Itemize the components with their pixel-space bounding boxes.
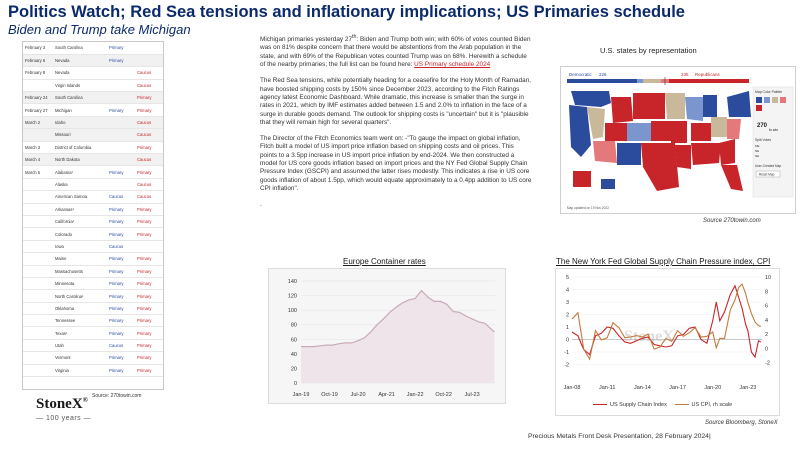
schedule-date	[23, 228, 53, 240]
us-representation-map	[560, 66, 796, 214]
schedule-row	[23, 67, 164, 79]
schedule-state: Minnesota	[53, 277, 107, 289]
dem-label: Democratic	[569, 72, 592, 77]
x-tick-label: Jan-11	[598, 385, 616, 391]
schedule-rep: Caucus	[135, 191, 164, 203]
y-tick-label: 120	[287, 293, 297, 300]
split-vote-1: ME	[755, 144, 760, 148]
y-right-tick-label: 8	[765, 289, 769, 296]
schedule-table-body	[23, 42, 164, 377]
schedule-dem: Primary	[107, 277, 135, 289]
schedule-dem: Primary	[107, 104, 135, 116]
schedule-dem: Primary	[107, 302, 135, 314]
container-chart-title: Europe Container rates	[343, 257, 426, 266]
schedule-state: Michigan	[53, 104, 107, 116]
logo-270-text: to win	[769, 128, 779, 132]
schedule-state: Virgin Islands	[53, 79, 107, 91]
state-in-ky	[691, 123, 711, 141]
schedule-rep: Primary	[135, 277, 164, 289]
schedule-rep: Caucus	[135, 178, 164, 190]
schedule-dem: Primary	[107, 315, 135, 327]
schedule-state: Nevada	[53, 67, 107, 79]
schedule-dem: Primary	[107, 265, 135, 277]
schedule-state: Alaska	[53, 178, 107, 190]
schedule-row	[23, 228, 164, 240]
state-mi	[703, 95, 717, 117]
state-ny-ne	[727, 91, 751, 117]
map-note: Map updated on 19 Nov 2022	[567, 206, 610, 210]
schedule-row	[23, 277, 164, 289]
schedule-date	[23, 79, 53, 91]
state-dakotas	[633, 93, 665, 119]
schedule-rep: Caucus	[135, 129, 164, 141]
schedule-date	[23, 315, 53, 327]
legend-cpi: US CPI, rh scale	[691, 402, 733, 408]
schedule-row	[23, 116, 164, 128]
palette-swatch-dem-lean[interactable]	[764, 97, 770, 103]
schedule-row	[23, 327, 164, 339]
schedule-dem: Primary	[107, 42, 135, 54]
x-tick-label: Apr-21	[378, 392, 395, 398]
map-side-panel	[753, 87, 793, 197]
schedule-dem: Primary	[107, 364, 135, 376]
y-tick-label: 20	[290, 366, 297, 373]
dem-lean-bar	[637, 79, 643, 83]
schedule-date	[23, 203, 53, 215]
schedule-state: Arkansas¹	[53, 203, 107, 215]
p1-superscript: th	[352, 34, 357, 40]
schedule-date: February 24	[23, 92, 53, 104]
x-tick-label: Jan-23	[739, 385, 757, 391]
schedule-dem	[107, 92, 135, 104]
x-tick-label: Jul-23	[464, 392, 480, 398]
schedule-dem	[107, 129, 135, 141]
schedule-row	[23, 154, 164, 166]
state-ca	[569, 105, 591, 157]
y-tick-label: 80	[290, 322, 297, 329]
y-right-tick-label: 10	[765, 275, 772, 281]
schedule-dem: Primary	[107, 290, 135, 302]
schedule-rep: Primary	[135, 253, 164, 265]
y-tick-label: 140	[287, 279, 297, 285]
state-nm	[617, 143, 641, 165]
primaries-schedule-table	[22, 41, 164, 390]
state-mo	[671, 121, 687, 143]
schedule-date	[23, 265, 53, 277]
y-left-tick-label: 1	[565, 325, 569, 331]
state-wa-or	[571, 91, 611, 107]
schedule-state: South Carolina	[53, 42, 107, 54]
y-right-tick-label: 0	[765, 346, 769, 353]
palette-swatch-dem[interactable]	[756, 97, 762, 103]
p1-text-b: : Biden and Trump both win; with 60% of votes counted Biden was on 81% despite concern that there would be abstentions from the Arab population in the state, and with 69% of the Republican votes counted Trump was on 68%. Herewith a schedule of the nearby primaries; the full list can be found here:	[260, 36, 531, 69]
schedule-rep: Primary	[135, 166, 164, 178]
schedule-date: March 5	[23, 166, 53, 178]
schedule-rep	[135, 240, 164, 252]
schedule-rep	[135, 54, 164, 66]
schedule-state: Iowa	[53, 240, 107, 252]
schedule-state: Vermont	[53, 352, 107, 364]
schedule-state: Missouri	[53, 129, 107, 141]
schedule-state: American Samoa	[53, 191, 107, 203]
schedule-rep: Caucus	[135, 67, 164, 79]
schedule-state: California¹	[53, 215, 107, 227]
schedule-date	[23, 240, 53, 252]
x-tick-label: Oct-19	[321, 392, 338, 398]
state-tx	[641, 143, 679, 191]
schedule-rep: Caucus	[135, 79, 164, 91]
schedule-dem: Primary	[107, 228, 135, 240]
state-ga-sc	[719, 139, 735, 165]
schedule-date	[23, 364, 53, 376]
schedule-rep: Primary	[135, 302, 164, 314]
schedule-row	[23, 178, 164, 190]
schedule-dem	[107, 141, 135, 153]
schedule-state: Maine	[53, 253, 107, 265]
paragraph-fitch: The Director of the Fitch Economics team went on: -"To gauge the impact on global inflation, Fitch built a model of US import price inflation based on shipping costs and oil prices. This points to a 3.5pp increase in US import price inflation by end-2024. We then constructed a model for US core goods inflation based on import prices and the NY Fed Global Supply Chain Pressure Index (GSCPI) and assumed the latter rises modestly. This indicates a rise in US core goods inflation of about 1.5pp, which would equate approximately to a 0.4pp addition to US core CPI inflation".	[260, 135, 532, 192]
schedule-date: March 2	[23, 116, 53, 128]
schedule-state: South Carolina	[53, 92, 107, 104]
map-title: U.S. states by representation	[600, 46, 697, 55]
y-right-tick-label: -2	[765, 360, 770, 367]
schedule-dem	[107, 178, 135, 190]
schedule-source: Source: 270towin.com	[92, 393, 142, 399]
schedule-state: North Dakota	[53, 154, 107, 166]
x-tick-label: Oct-22	[435, 392, 452, 398]
state-az	[593, 141, 617, 163]
schedule-rep: Caucus	[135, 116, 164, 128]
schedule-date	[23, 129, 53, 141]
y-right-tick-label: 6	[765, 303, 769, 310]
supply-chain-series	[572, 286, 761, 357]
schedule-dem: Primary	[107, 253, 135, 265]
state-mn	[665, 93, 685, 119]
legend-supply: US Supply Chain Index	[610, 402, 667, 408]
schedule-date	[23, 339, 53, 351]
y-tick-label: 40	[290, 351, 297, 358]
y-left-tick-label: 4	[565, 287, 569, 294]
state-fl	[721, 165, 743, 191]
nyfed-chart-svg	[556, 269, 781, 417]
y-tick-label: 60	[290, 337, 297, 344]
state-ar-la	[675, 145, 691, 169]
schedule-date	[23, 327, 53, 339]
schedule-date	[23, 178, 53, 190]
palette-swatch-rep[interactable]	[756, 105, 762, 111]
schedule-dem: Caucus	[107, 240, 135, 252]
y-tick-label: 0	[293, 381, 297, 387]
schedule-row	[23, 203, 164, 215]
schedule-rep: Primary	[135, 141, 164, 153]
rep-label: Republicans	[695, 72, 720, 77]
schedule-row	[23, 215, 164, 227]
split-vote-2: NE	[755, 149, 760, 153]
palette-swatch-rep-lean[interactable]	[780, 97, 786, 103]
footer-text: Precious Metals Front Desk Presentation, 28 February 2024|	[528, 433, 711, 440]
schedule-row	[23, 290, 164, 302]
x-tick-label: Jul-20	[350, 392, 366, 398]
schedule-state: Virginia	[53, 364, 107, 376]
x-tick-label: Jan-08	[563, 385, 581, 391]
logo-name: StoneX	[36, 396, 83, 412]
legend-swatch-supply	[593, 404, 607, 406]
y-left-tick-label: 3	[565, 300, 569, 306]
state-ak	[573, 171, 591, 187]
schedule-dem: Primary	[107, 203, 135, 215]
container-chart	[268, 268, 506, 404]
schedule-date	[23, 302, 53, 314]
schedule-date: February 6	[23, 54, 53, 66]
schedule-row	[23, 240, 164, 252]
schedule-dem	[107, 67, 135, 79]
schedule-rep: Primary	[135, 364, 164, 376]
state-hi	[601, 179, 615, 189]
state-co	[627, 123, 651, 141]
schedule-row	[23, 315, 164, 327]
schedule-date: March 4	[23, 154, 53, 166]
legend-swatch-cpi	[675, 404, 689, 406]
schedule-rep: Primary	[135, 352, 164, 364]
schedule-row	[23, 352, 164, 364]
paragraph-red-sea: The Red Sea tensions, while potentially heading for a ceasefire for the Holy Month of Ramadan, have boosted shipping costs by 150% since December 2023, according to the Fitch Ratings agency latest Economic Dashboard. While dramatic, this increase is smaller than the surge in rates in 2021, which by IMF estimates added between 1.5 and 2.0% to inflation in the face of a surge in durable goods demand. The outlook for shipping costs is "uncertain" but it is "plausible that they will remain high for several quarters".	[260, 77, 532, 126]
y-left-tick-label: 5	[565, 275, 569, 281]
schedule-row	[23, 79, 164, 91]
schedule-rep: Primary	[135, 104, 164, 116]
state-id-mt	[611, 97, 633, 123]
schedule-rep: Primary	[135, 265, 164, 277]
y-left-tick-label: -1	[564, 350, 569, 356]
schedule-rep: Primary	[135, 215, 164, 227]
reset-map-label: Reset Map	[759, 172, 775, 177]
split-vote-3: NE	[755, 154, 760, 158]
panel-subtitle: User-Created Map	[755, 164, 782, 168]
schedule-state: Utah	[53, 339, 107, 351]
page-subtitle: Biden and Trump take Michigan	[8, 22, 191, 37]
commentary-text	[260, 33, 532, 217]
schedule-rep: Primary	[135, 315, 164, 327]
nyfed-source: Source Bloomberg, StoneX	[705, 420, 778, 426]
schedule-date: March 3	[23, 141, 53, 153]
schedule-dem: Primary	[107, 54, 135, 66]
schedule-dem	[107, 154, 135, 166]
y-left-tick-label: 2	[565, 312, 569, 319]
x-tick-label: Jan-14	[633, 385, 651, 391]
toss-up-bar	[643, 79, 661, 83]
paragraph-dot: .	[260, 201, 262, 209]
schedule-row	[23, 364, 164, 376]
schedule-rep: Caucus	[135, 154, 164, 166]
x-tick-label: Jan-20	[704, 385, 722, 391]
y-left-tick-label: -2	[564, 362, 569, 369]
schedule-rep: Primary	[135, 327, 164, 339]
logo-mark: ®	[82, 396, 88, 404]
schedule-state: Nevada	[53, 54, 107, 66]
y-left-tick-label: 0	[565, 337, 569, 344]
schedule-dem: Primary	[107, 327, 135, 339]
paragraph-michigan	[260, 33, 532, 69]
page-title: Politics Watch; Red Sea tensions and inflationary implications; US Primaries schedule	[8, 3, 685, 21]
map-source: Source 270towin.com	[703, 218, 761, 224]
states-group	[569, 91, 751, 191]
schedule-date	[23, 290, 53, 302]
schedule-state: Texas¹	[53, 327, 107, 339]
schedule-date	[23, 253, 53, 265]
y-right-tick-label: 2	[765, 332, 769, 339]
schedule-dem	[107, 116, 135, 128]
stonex-logo	[36, 396, 88, 413]
schedule-date: February 3	[23, 42, 53, 54]
schedule-state: District of Columbia	[53, 141, 107, 153]
nyfed-chart-title: The New York Fed Global Supply Chain Pressure index, CPI	[556, 257, 771, 266]
schedule-date	[23, 277, 53, 289]
schedule-row	[23, 92, 164, 104]
state-tn-ms-al	[691, 143, 721, 165]
schedule-date	[23, 215, 53, 227]
rep-seats-bar	[669, 79, 749, 83]
schedule-rep: Primary	[135, 203, 164, 215]
schedule-rep	[135, 42, 164, 54]
schedule-dem: Primary	[107, 166, 135, 178]
schedule-row	[23, 339, 164, 351]
schedule-date	[23, 352, 53, 364]
schedule-date: February 8	[23, 67, 53, 79]
x-tick-label: Jan-19	[292, 392, 310, 398]
schedule-row	[23, 253, 164, 265]
p1-text-a: Michigan primaries yesterday 27	[260, 36, 352, 44]
schedule-row	[23, 302, 164, 314]
schedule-row	[23, 166, 164, 178]
schedule-state: Colorado	[53, 228, 107, 240]
state-oh-pa	[711, 117, 727, 137]
schedule-dem: Primary	[107, 215, 135, 227]
x-tick-label: Jan-17	[669, 385, 686, 391]
x-tick-label: Jan-22	[406, 392, 424, 398]
schedule-state: North Carolina¹	[53, 290, 107, 302]
panel-title: Map Color Palette	[755, 90, 783, 94]
state-ut	[605, 123, 627, 141]
schedule-dem: Caucus	[107, 191, 135, 203]
schedule-state: Oklahoma	[53, 302, 107, 314]
schedule-row	[23, 191, 164, 203]
state-wi-il	[685, 97, 703, 121]
state-ks-ne	[651, 121, 671, 141]
nyfed-chart	[555, 268, 780, 416]
schedule-state: Massachusetts	[53, 265, 107, 277]
logo-years: — 100 years —	[36, 415, 92, 422]
rep-count: 235	[681, 72, 689, 77]
us-map-svg	[561, 67, 797, 215]
schedule-rep: Primary	[135, 339, 164, 351]
schedule-row	[23, 129, 164, 141]
schedule-dem: Primary	[107, 352, 135, 364]
schedule-row	[23, 42, 164, 54]
container-chart-svg	[269, 269, 507, 405]
y-tick-label: 100	[287, 308, 297, 315]
primary-schedule-link[interactable]: US Primary schedule 2024	[414, 61, 491, 69]
schedule-state: Tennessee	[53, 315, 107, 327]
logo-270-number: 270	[757, 123, 768, 129]
schedule-dem: Caucus	[107, 339, 135, 351]
schedule-date: February 27	[23, 104, 53, 116]
schedule-dem	[107, 79, 135, 91]
schedule-row	[23, 141, 164, 153]
nyfed-legend	[593, 402, 732, 408]
schedule-row	[23, 265, 164, 277]
dem-count: 226	[599, 72, 607, 77]
split-votes-title: Split Votes	[755, 138, 772, 142]
state-va-nc	[727, 119, 741, 139]
schedule-state: Idaho	[53, 116, 107, 128]
dem-seats-bar	[567, 79, 637, 83]
cpi-series	[572, 284, 761, 359]
container-series-area	[301, 291, 494, 384]
schedule-rep: Primary	[135, 92, 164, 104]
schedule-row	[23, 54, 164, 66]
y-right-tick-label: 4	[765, 317, 769, 324]
nyfed-watermark: StoneX	[624, 328, 674, 345]
schedule-rep: Primary	[135, 228, 164, 240]
schedule-state: Alabama¹	[53, 166, 107, 178]
schedule-date	[23, 191, 53, 203]
schedule-rep: Primary	[135, 290, 164, 302]
schedule-row	[23, 104, 164, 116]
palette-swatch-toss[interactable]	[772, 97, 778, 103]
